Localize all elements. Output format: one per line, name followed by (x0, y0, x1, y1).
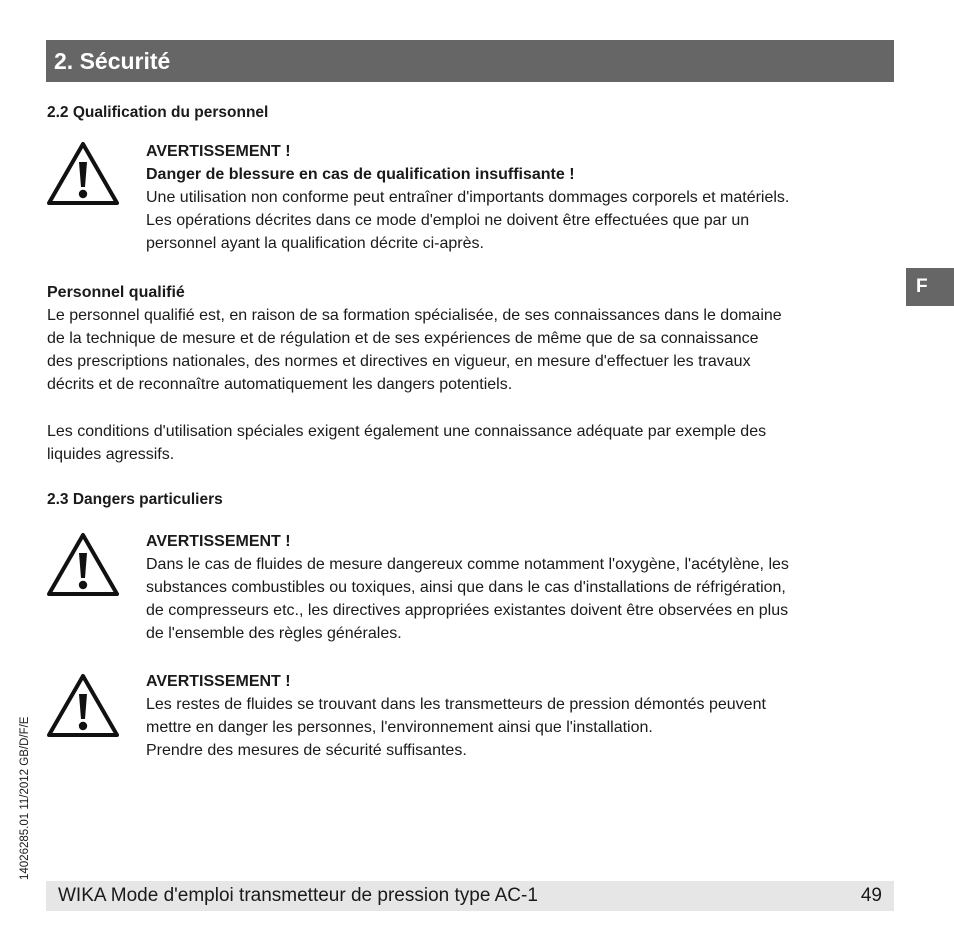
heading-2-2: 2.2 Qualification du personnel (47, 104, 269, 121)
body-text-line: Les conditions d'utilisation spéciales exigent également une connaissance adéquate par exemple des (47, 423, 767, 440)
warning-text-line: de compresseurs etc., les directives appropriées existantes doivent être observées en plus (146, 602, 789, 619)
body-text-line: décrits et de reconnaître automatiquement les dangers potentiels. (47, 376, 513, 393)
footer-title: WIKA Mode d'emploi transmetteur de pression type AC-1 (58, 885, 538, 906)
warning-label: AVERTISSEMENT ! (146, 673, 291, 690)
warning-text-line: personnel ayant la qualification décrite ci-après. (146, 235, 484, 252)
warning-label: AVERTISSEMENT ! (146, 533, 291, 550)
warning-text-line: de l'ensemble des règles générales. (146, 625, 402, 642)
qualified-personnel-heading: Personnel qualifié (47, 284, 185, 301)
conditions-paragraph (47, 420, 899, 466)
body-text-line: de la technique de mesure et de régulation et de ses expériences de même que de sa connaissance (47, 330, 759, 347)
page-number: 49 (860, 885, 882, 906)
body-text-line: liquides agressifs. (47, 446, 175, 463)
section-title: 2. Sécurité (54, 48, 171, 74)
body-text-line: Le personnel qualifié est, en raison de sa formation spécialisée, de ses connaissances dans le domaine (47, 307, 782, 324)
language-tab: F (906, 268, 954, 306)
body-text-line: des prescriptions nationales, des normes et directives en vigueur, en mesure d'effectuer les travaux (47, 353, 751, 370)
warning-text-line: mettre en danger les personnes, l'environnement ainsi que l'installation. (146, 719, 653, 736)
warning-subtitle: Danger de blessure en cas de qualification insuffisante ! (146, 166, 575, 183)
warning-text-line: Prendre des mesures de sécurité suffisantes. (146, 742, 467, 759)
warning-qualification (146, 140, 898, 255)
warning-triangle-icon (47, 141, 119, 205)
warning-text-line: Les restes de fluides se trouvant dans les transmetteurs de pression démontés peuvent (146, 696, 766, 713)
warning-label: AVERTISSEMENT ! (146, 143, 291, 160)
warning-text-line: Les opérations décrites dans ce mode d'emploi ne doivent être effectuées que par un (146, 212, 750, 229)
warning-text-line: substances combustibles ou toxiques, ainsi que dans le cas d'installations de réfrigération, (146, 579, 786, 596)
warning-text-line: Dans le cas de fluides de mesure dangereux comme notamment l'oxygène, l'acétylène, les (146, 556, 789, 573)
warning-triangle-icon (47, 673, 119, 737)
warning-residual-media (146, 670, 898, 762)
qualified-personnel-block (47, 281, 899, 396)
heading-2-3: 2.3 Dangers particuliers (47, 491, 223, 508)
warning-triangle-icon (47, 532, 119, 596)
warning-hazardous-media (146, 530, 898, 645)
section-title-bar (46, 40, 894, 82)
document-code: 14026285.01 11/2012 GB/D/F/E (19, 716, 31, 880)
footer-bar (46, 881, 894, 911)
warning-text-line: Une utilisation non conforme peut entraîner d'importants dommages corporels et matériels. (146, 189, 790, 206)
